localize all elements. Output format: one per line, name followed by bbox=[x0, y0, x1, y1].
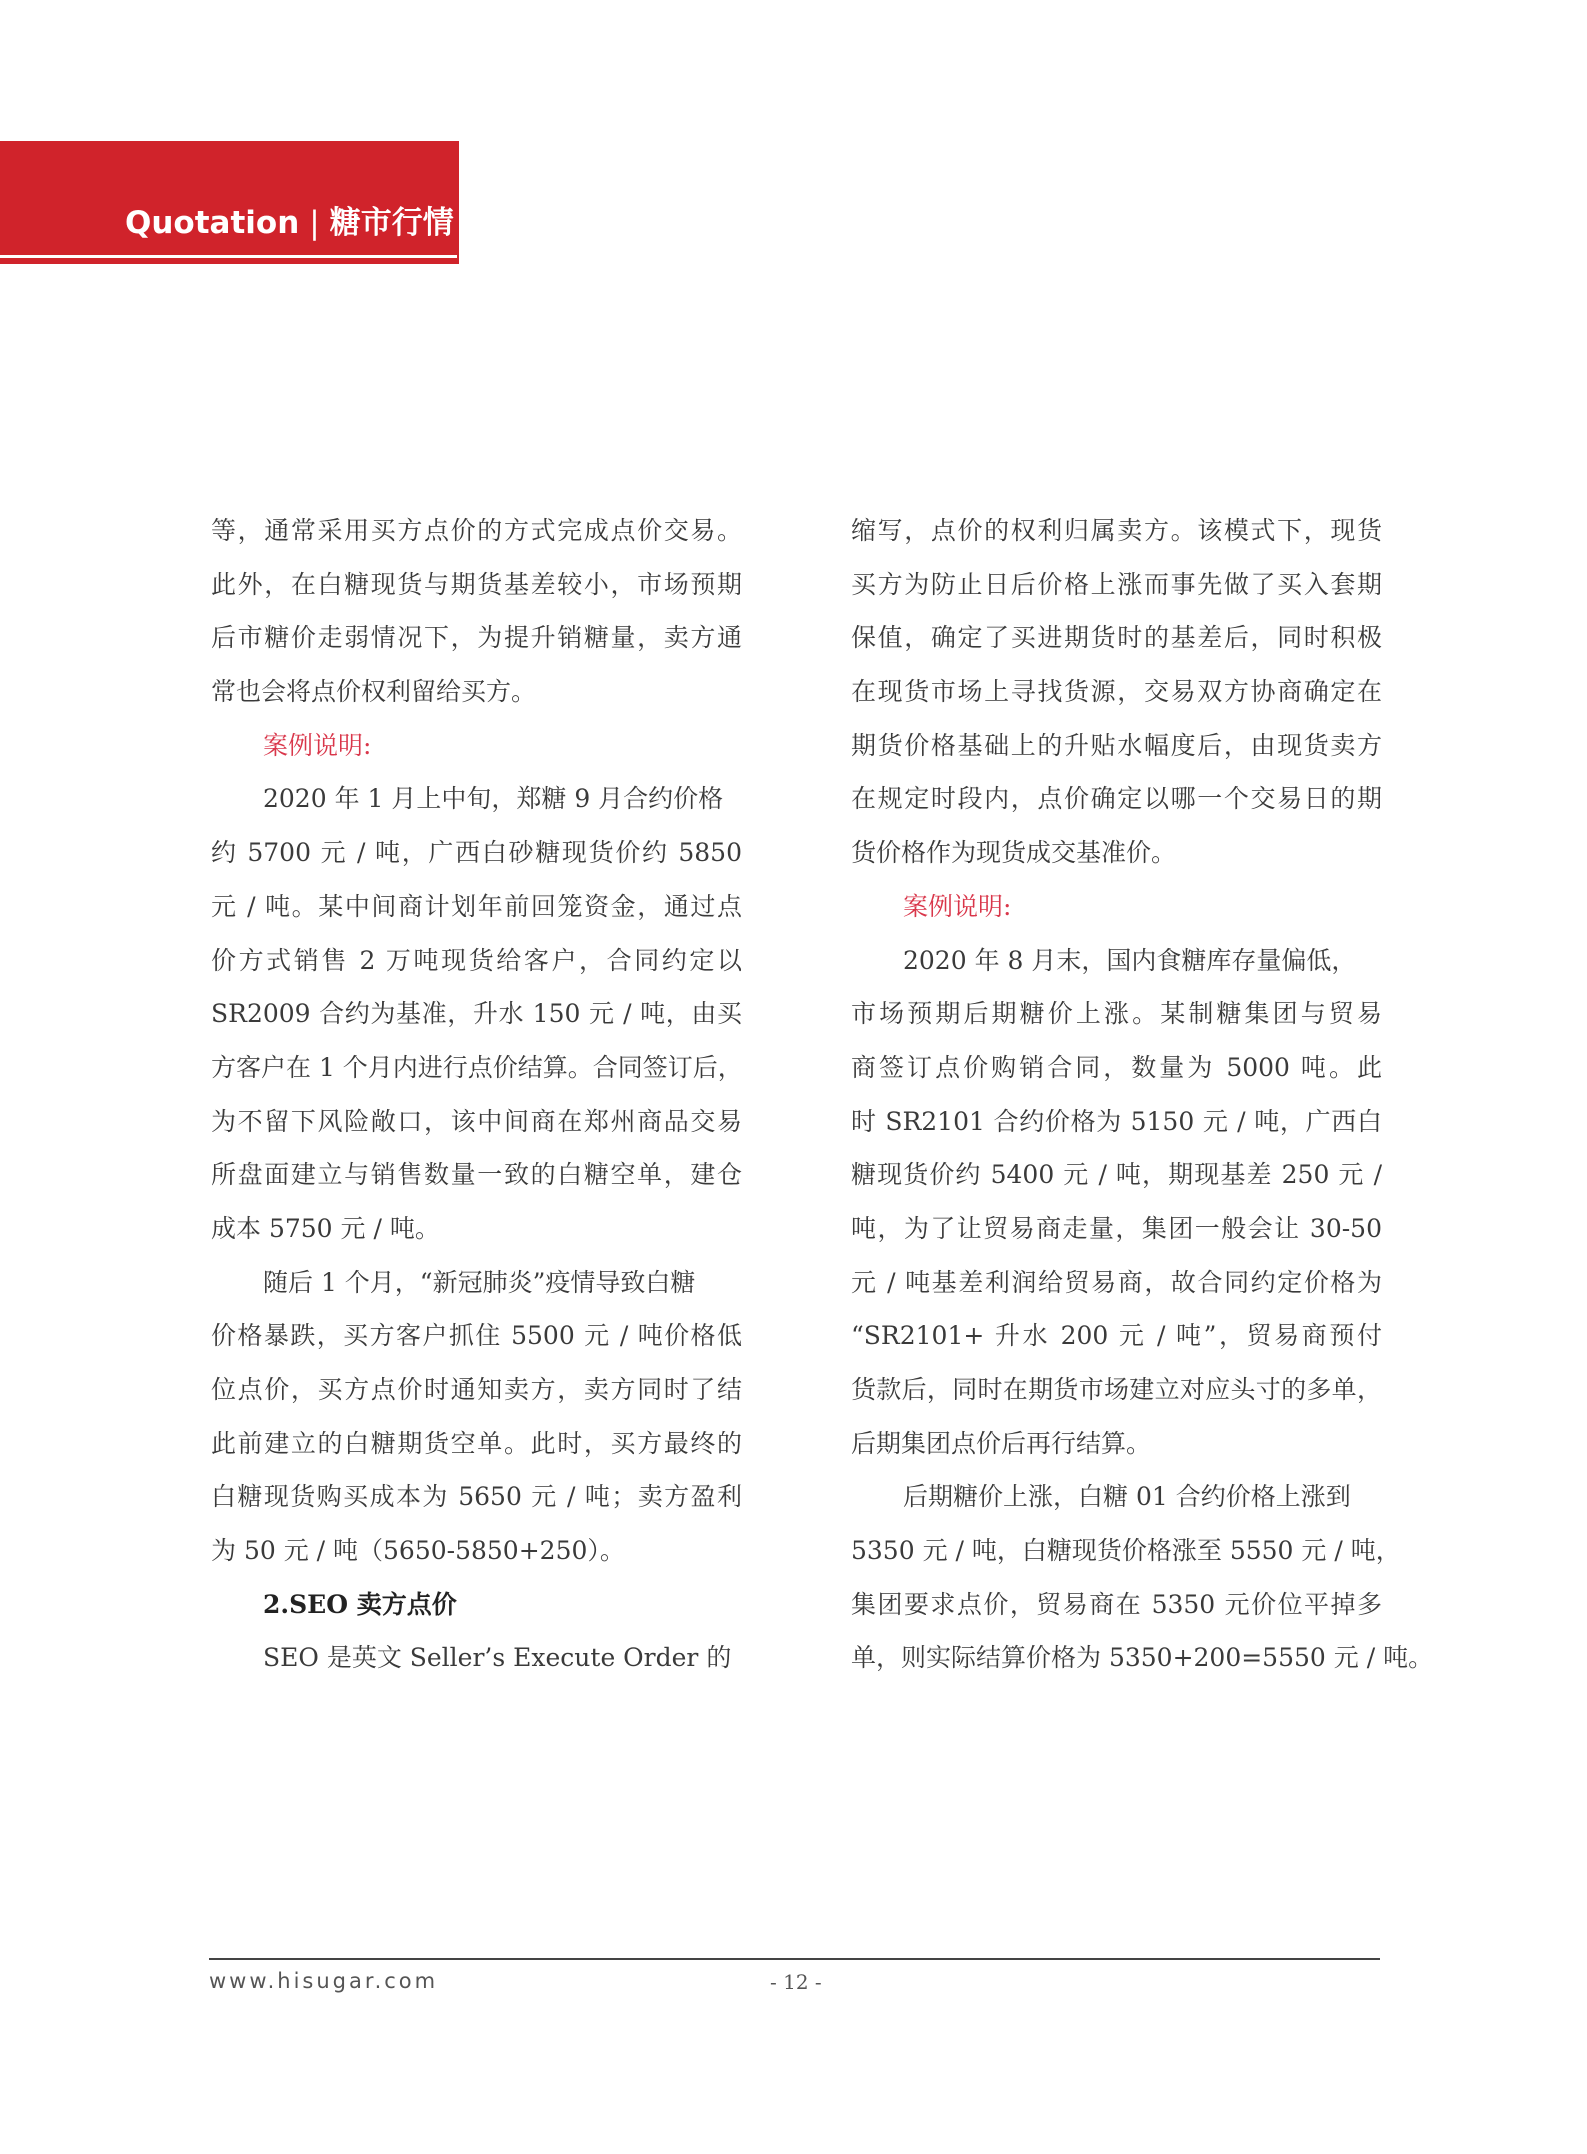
text-line: 保值，确定了买进期货时的基差后，同时积极 bbox=[851, 623, 1382, 653]
text-line: 常也会将点价权利留给买方。 bbox=[211, 677, 537, 707]
text-line: 2020 年 1 月上中旬，郑糖 9 月合约价格 bbox=[263, 784, 724, 814]
case-label: 案例说明: bbox=[903, 891, 1012, 921]
text-line: 单，则实际结算价格为 5350+200=5550 元 / 吨。 bbox=[851, 1643, 1434, 1673]
text-line: 为 50 元 / 吨（5650-5850+250）。 bbox=[211, 1536, 625, 1566]
text-line: 后期糖价上涨，白糖 01 合约价格上涨到 bbox=[903, 1482, 1351, 1512]
text-line: 价方式销售 2 万吨现货给客户，合同约定以 bbox=[211, 945, 742, 975]
text-line: 此前建立的白糖期货空单。此时，买方最终的 bbox=[211, 1428, 742, 1458]
left-column bbox=[211, 504, 742, 1685]
text-line: 元 / 吨基差利润给贸易商，故合同约定价格为 bbox=[851, 1267, 1382, 1297]
title-separator: | bbox=[309, 205, 320, 241]
text-line: 在规定时段内，点价确定以哪一个交易日的期 bbox=[851, 784, 1382, 814]
text-line: 后期集团点价后再行结算。 bbox=[851, 1428, 1152, 1458]
section-title-cn: 糖市行情 bbox=[329, 205, 454, 241]
text-line: SR2009 合约为基准，升水 150 元 / 吨，由买 bbox=[211, 999, 742, 1029]
text-line: 后市糖价走弱情况下，为提升销糖量，卖方通 bbox=[211, 623, 742, 653]
text-line: 商签订点价购销合同，数量为 5000 吨。此 bbox=[851, 1052, 1382, 1082]
text-line: 白糖现货购买成本为 5650 元 / 吨；卖方盈利 bbox=[211, 1482, 742, 1512]
footer-divider bbox=[209, 1958, 1380, 1960]
text-line: 所盘面建立与销售数量一致的白糖空单，建仓 bbox=[211, 1160, 742, 1190]
section-title bbox=[125, 197, 454, 242]
text-line: 糖现货价约 5400 元 / 吨，期现基差 250 元 / bbox=[851, 1160, 1382, 1190]
footer-website-link[interactable]: www.hisugar.com bbox=[209, 1969, 439, 1993]
case-label: 案例说明: bbox=[263, 730, 372, 760]
text-line: “SR2101+ 升水 200 元 / 吨”，贸易商预付 bbox=[851, 1321, 1382, 1351]
text-line: 缩写，点价的权利归属卖方。该模式下，现货 bbox=[851, 516, 1382, 545]
text-line: 等，通常采用买方点价的方式完成点价交易。 bbox=[211, 516, 742, 545]
page-number: - 12 - bbox=[770, 1970, 822, 1994]
text-line: 价格暴跌，买方客户抓住 5500 元 / 吨价格低 bbox=[211, 1321, 742, 1351]
banner-divider bbox=[0, 255, 457, 258]
text-line: 位点价，买方点价时通知卖方，卖方同时了结 bbox=[211, 1375, 742, 1404]
text-line: 买方为防止日后价格上涨而事先做了买入套期 bbox=[851, 569, 1382, 599]
text-line: 集团要求点价，贸易商在 5350 元价位平掉多 bbox=[851, 1589, 1382, 1619]
section-title-en: Quotation bbox=[125, 205, 300, 241]
text-line: 成本 5750 元 / 吨。 bbox=[211, 1213, 440, 1243]
text-line: 期货价格基础上的升贴水幅度后，由现货卖方 bbox=[851, 730, 1382, 760]
text-line: SEO 是英文 Seller’s Execute Order 的 bbox=[263, 1643, 732, 1673]
text-line: 此外，在白糖现货与期货基差较小，市场预期 bbox=[211, 569, 742, 599]
text-line: 市场预期后期糖价上涨。某制糖集团与贸易 bbox=[851, 999, 1382, 1029]
section-heading: 2.SEO 卖方点价 bbox=[263, 1589, 457, 1619]
right-column bbox=[851, 504, 1434, 1685]
text-line: 为不留下风险敞口，该中间商在郑州商品交易 bbox=[211, 1106, 742, 1136]
text-line: 2020 年 8 月末，国内食糖库存量偏低， bbox=[903, 945, 1357, 975]
text-line: 货价格作为现货成交基准价。 bbox=[851, 838, 1177, 868]
text-line: 元 / 吨。某中间商计划年前回笼资金，通过点 bbox=[211, 891, 742, 921]
text-line: 时 SR2101 合约价格为 5150 元 / 吨，广西白 bbox=[851, 1106, 1382, 1136]
text-line: 在现货市场上寻找货源，交易双方协商确定在 bbox=[851, 677, 1382, 707]
text-line: 约 5700 元 / 吨，广西白砂糖现货价约 5850 bbox=[211, 838, 742, 868]
text-line: 5350 元 / 吨，白糖现货价格涨至 5550 元 / 吨， bbox=[851, 1536, 1401, 1566]
text-line: 方客户在 1 个月内进行点价结算。合同签订后， bbox=[211, 1052, 743, 1082]
text-line: 货款后，同时在期货市场建立对应头寸的多单， bbox=[851, 1375, 1382, 1404]
section-banner bbox=[0, 141, 459, 264]
text-line: 随后 1 个月，“新冠肺炎”疫情导致白糖 bbox=[263, 1267, 696, 1297]
text-line: 吨，为了让贸易商走量，集团一般会让 30-50 bbox=[851, 1213, 1382, 1243]
